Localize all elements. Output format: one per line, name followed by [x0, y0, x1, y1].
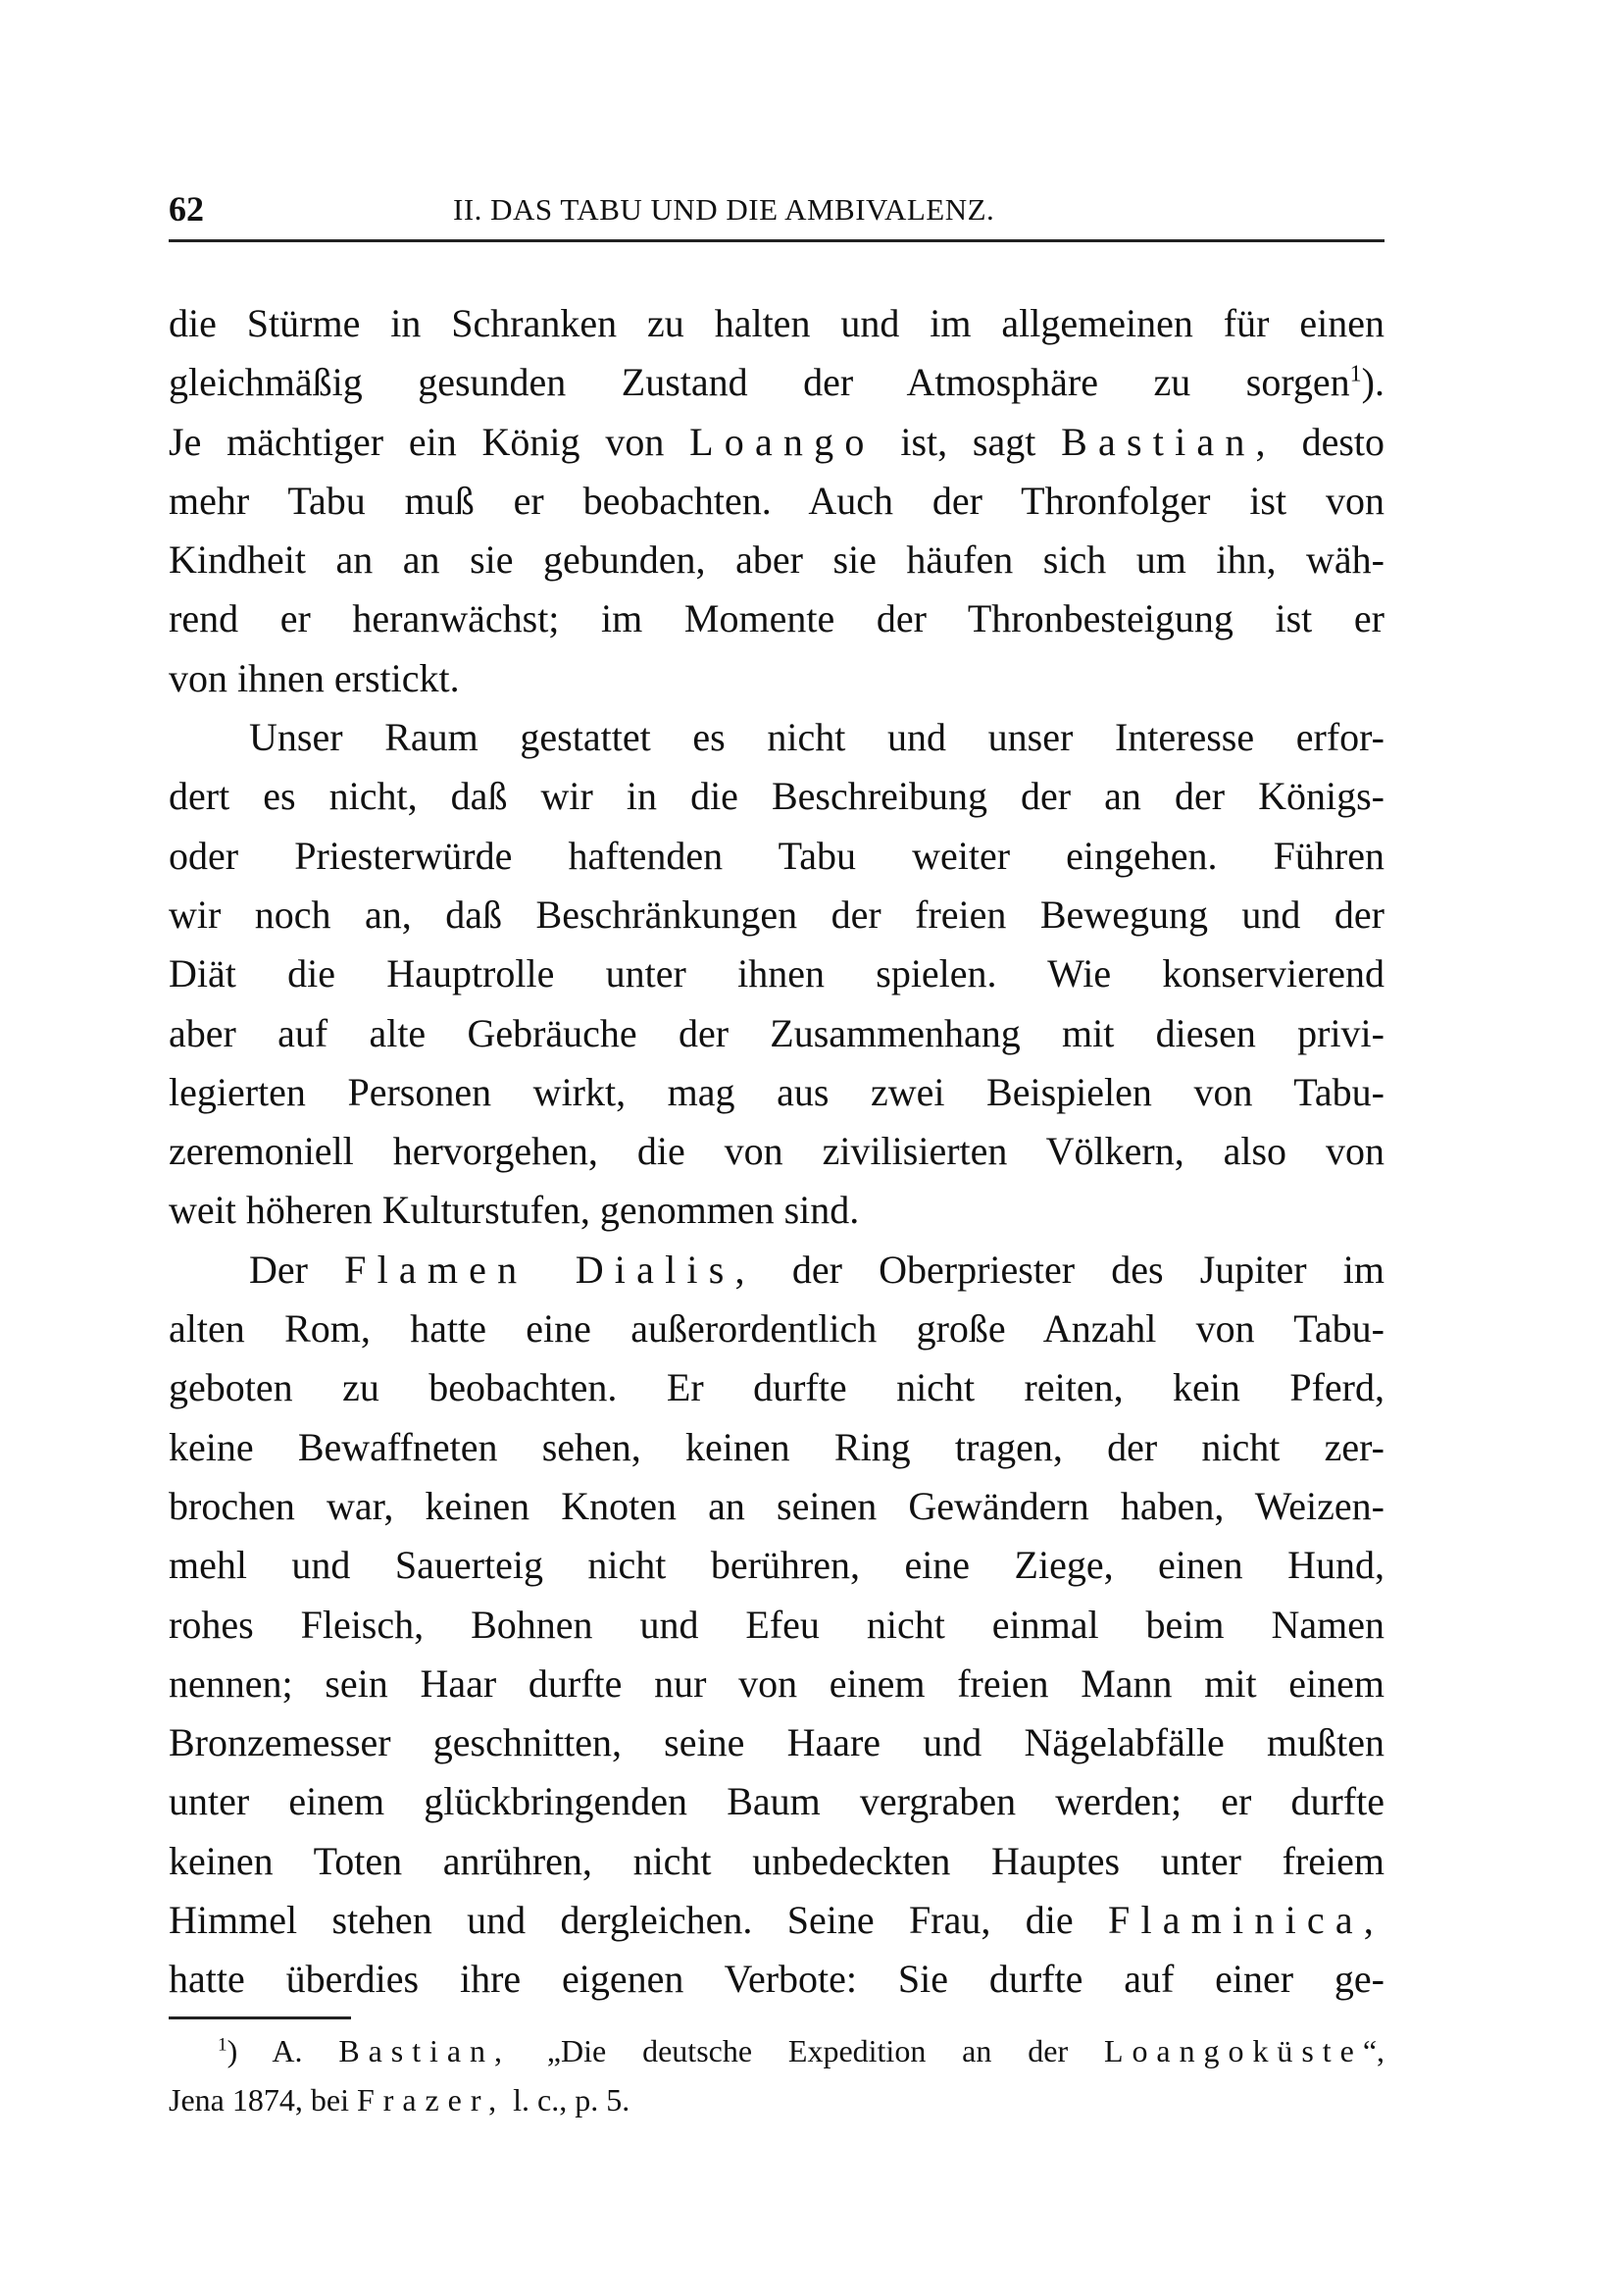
text-line: [169, 767, 1384, 826]
text-segment: Kindheit an an sie gebunden, aber sie häufen sich um ihn, wäh-: [169, 537, 1384, 583]
spaced-text: Loangoküste: [1103, 2033, 1363, 2068]
body-text: [169, 294, 1384, 2010]
text-line: [169, 1655, 1384, 1713]
text-line: [169, 1772, 1384, 1831]
text-segment: gleichmäßig gesunden Zustand der Atmosphäre zu sorgen: [169, 360, 1350, 405]
text-segment: brochen war, keinen Knoten an seinen Gewändern haben, Weizen-: [169, 1483, 1384, 1528]
text-line: [169, 1713, 1384, 1772]
text-segment: mehl und Sauerteig nicht berühren, eine Ziege, einen Hund,: [169, 1543, 1384, 1588]
text-segment: rend er heranwächst; im Momente der Thronbesteigung ist er: [169, 596, 1384, 641]
spaced-text: Loango: [689, 419, 876, 464]
text-segment: „Die deutsche Expedition an der: [510, 2033, 1104, 2068]
text-line: [169, 1358, 1384, 1417]
text-segment: Unser Raum gestattet es nicht und unser Interesse erfor-: [249, 715, 1384, 760]
text-segment: von ihnen erstickt.: [169, 655, 460, 700]
text-line: [169, 1950, 1384, 2009]
text-segment: mehr Tabu muß er beobachten. Auch der Thronfolger ist von: [169, 478, 1384, 523]
text-segment: “,: [1362, 2033, 1385, 2068]
text-segment: aber auf alte Gebräuche der Zusammenhang mit diesen privi-: [169, 1010, 1384, 1055]
text-line: [169, 708, 1384, 767]
text-line: [169, 827, 1384, 886]
text-line: [169, 1596, 1384, 1655]
text-segment: Der: [249, 1247, 345, 1292]
text-segment: l. c., p. 5.: [505, 2082, 630, 2117]
text-segment: ).: [1361, 360, 1384, 405]
text-segment: Je mächtiger ein König von: [169, 419, 690, 464]
text-line: [169, 294, 1384, 353]
text-line: [169, 413, 1384, 472]
text-segment: ) A.: [227, 2033, 339, 2068]
page-number: 62: [169, 189, 204, 229]
text-line: [169, 1063, 1384, 1122]
running-title: II. DAS TABU UND DIE AMBIVALENZ.: [453, 192, 995, 227]
spaced-text: Frazer,: [356, 2082, 506, 2117]
text-line: [169, 1477, 1384, 1536]
text-line: [169, 589, 1384, 648]
text-segment: rohes Fleisch, Bohnen und Efeu nicht einmal beim Namen: [169, 1602, 1384, 1647]
text-line: [169, 1004, 1384, 1063]
text-segment: desto: [1276, 419, 1385, 464]
text-segment: keine Bewaffneten sehen, keinen Ring tragen, der nicht zer-: [169, 1424, 1384, 1469]
text-segment: legierten Personen wirkt, mag aus zwei Beispielen von Tabu-: [169, 1069, 1384, 1114]
spaced-text: Flaminica,: [1108, 1898, 1384, 1943]
text-segment: weit höheren Kulturstufen, genommen sind.: [169, 1188, 860, 1233]
text-segment: wir noch an, daß Beschränkungen der freien Bewegung und der: [169, 892, 1384, 937]
header-rule: [169, 239, 1384, 242]
text-segment: keinen Toten anrühren, nicht unbedeckten Hauptes unter freiem: [169, 1838, 1384, 1883]
footnote-line: [169, 2075, 1384, 2124]
text-segment: nennen; sein Haar durfte nur von einem freien Mann mit einem: [169, 1660, 1384, 1706]
text-line: [169, 531, 1384, 589]
text-line: [169, 886, 1384, 944]
running-header: [169, 188, 1384, 237]
text-line: [169, 1891, 1384, 1950]
text-line: [169, 1181, 1384, 1240]
text-segment: Jena 1874, bei: [169, 2082, 357, 2117]
text-line: [169, 649, 1384, 708]
text-line: [169, 353, 1384, 412]
text-segment: Himmel stehen und dergleichen. Seine Frau, die: [169, 1898, 1109, 1943]
text-segment: oder Priesterwürde haftenden Tabu weiter eingehen. Führen: [169, 833, 1384, 878]
spaced-text: Bastian,: [338, 2033, 511, 2068]
text-segment: hatte überdies ihre eigenen Verbote: Sie durfte auf einer ge-: [169, 1957, 1384, 2002]
text-line: [169, 1536, 1384, 1595]
spaced-text: Flamen Dialis,: [344, 1247, 756, 1292]
text-segment: unter einem glückbringenden Baum vergraben werden; er durfte: [169, 1779, 1384, 1824]
text-segment: Diät die Hauptrolle unter ihnen spielen. Wie konservierend: [169, 951, 1384, 996]
text-segment: zeremoniell hervorgehen, die von zivilisierten Völkern, also von: [169, 1129, 1384, 1174]
text-segment: geboten zu beobachten. Er durfte nicht reiten, kein Pferd,: [169, 1365, 1384, 1410]
text-segment: die Stürme in Schranken zu halten und im allgemeinen für einen: [169, 301, 1384, 345]
text-line: [169, 1241, 1384, 1300]
text-segment: alten Rom, hatte eine außerordentlich große Anzahl von Tabu-: [169, 1306, 1384, 1352]
footnote-rule: [169, 2016, 351, 2019]
text-segment: ist, sagt: [875, 419, 1062, 464]
text-line: [169, 472, 1384, 531]
footnote-marker: 1: [218, 2034, 227, 2056]
text-line: [169, 1122, 1384, 1181]
footnote-marker: 1: [1349, 361, 1362, 387]
spaced-text: Bastian,: [1061, 419, 1277, 464]
text-line: [169, 944, 1384, 1003]
text-segment: der Oberpriester des Jupiter im: [755, 1247, 1384, 1292]
text-line: [169, 1832, 1384, 1891]
text-segment: dert es nicht, daß wir in die Beschreibung der an der Königs-: [169, 774, 1384, 819]
footnote-line: [169, 2026, 1384, 2075]
text-segment: Bronzemesser geschnitten, seine Haare und Nägelabfälle mußten: [169, 1720, 1384, 1765]
text-line: [169, 1418, 1384, 1477]
text-line: [169, 1300, 1384, 1358]
footnotes: [169, 2026, 1384, 2124]
